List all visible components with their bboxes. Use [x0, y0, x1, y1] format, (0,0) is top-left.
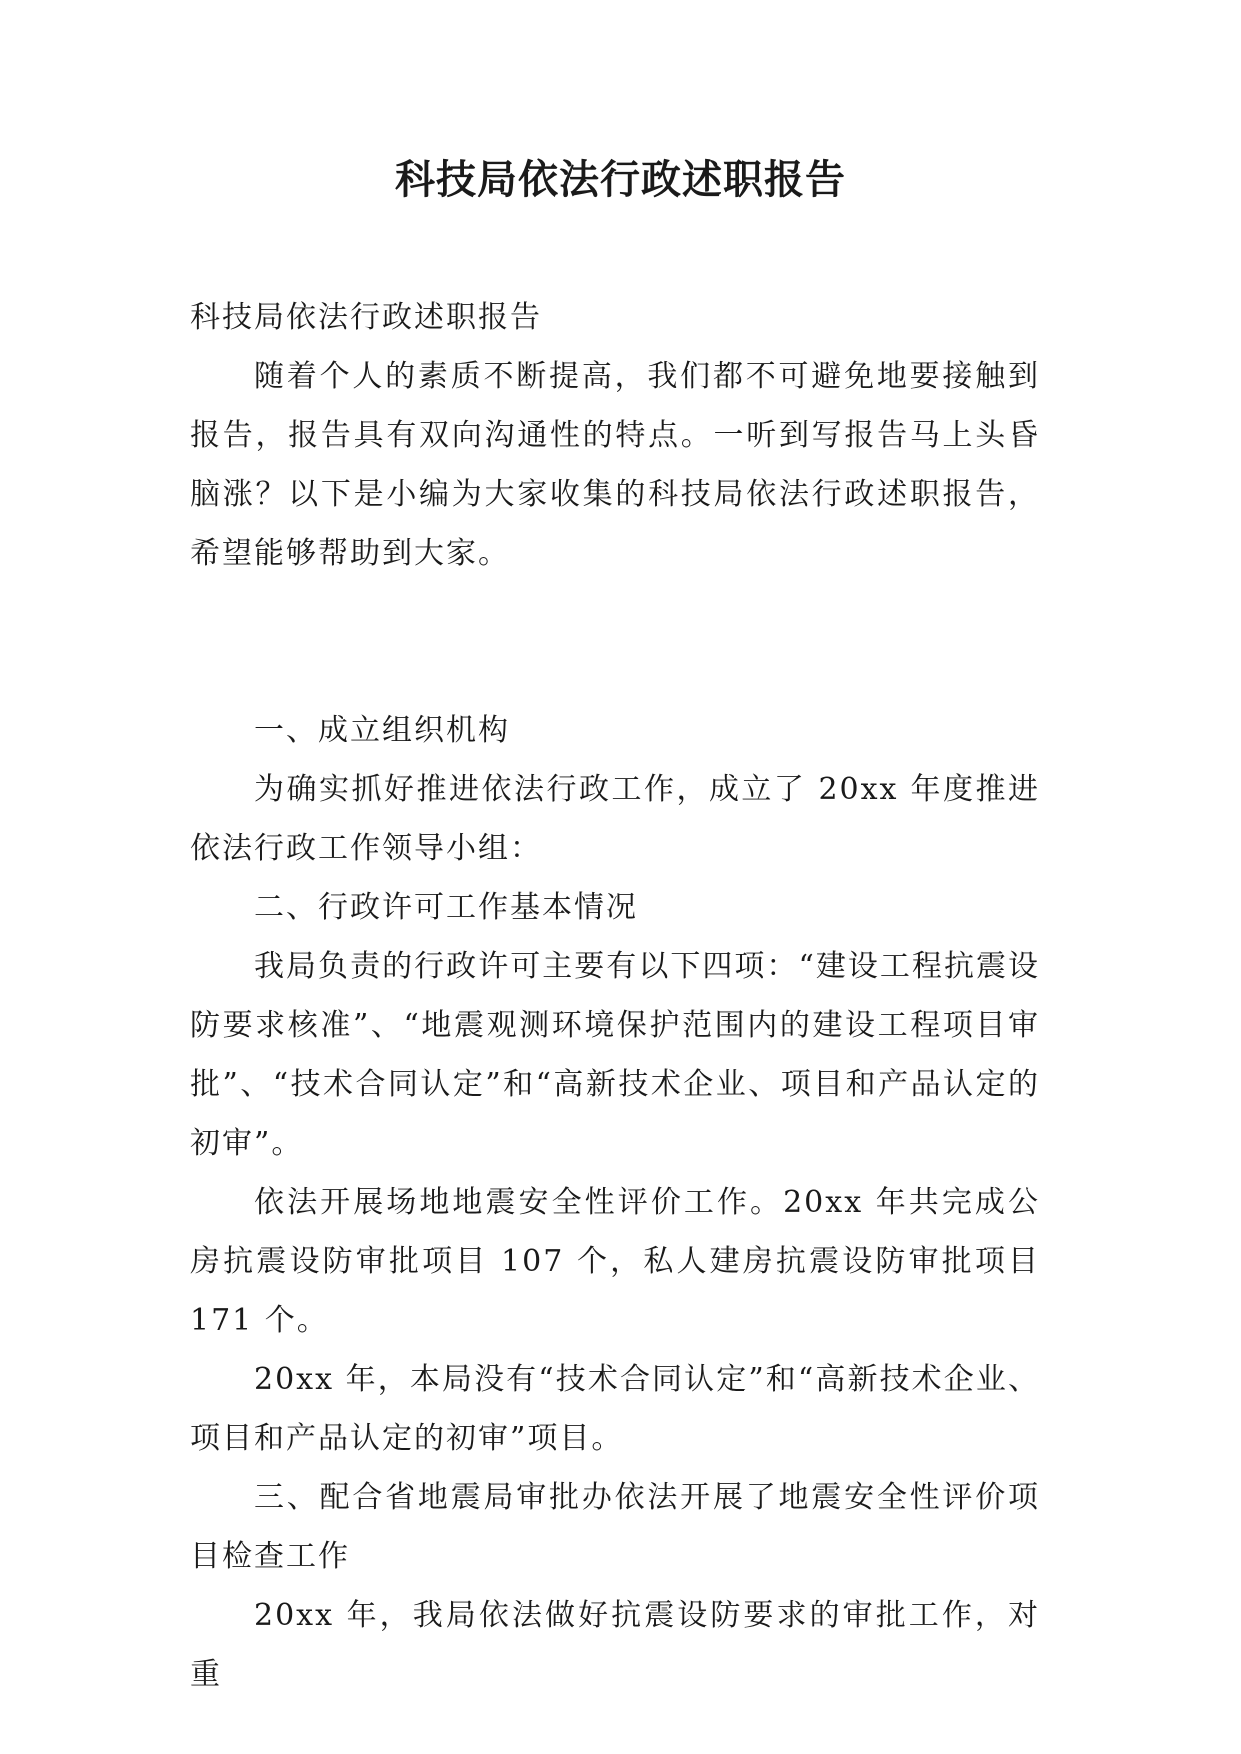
intro-paragraph: 随着个人的素质不断提高，我们都不可避免地要接触到报告，报告具有双向沟通性的特点。一听到写报告马上头昏脑涨？以下是小编为大家收集的科技局依法行政述职报告，希望能够帮助到大家。: [190, 359, 1040, 571]
section3-heading: 三、配合省地震局审批办依法开展了地震安全性评价项目检查工作: [190, 1480, 1040, 1574]
section2-paragraph-1: 我局负责的行政许可主要有以下四项：“建设工程抗震设防要求核准”、“地震观测环境保护范围内的建设工程项目审批”、“技术合同认定”和“高新技术企业、项目和产品认定的初审”。: [190, 949, 1040, 1161]
section3-paragraph-1: 20xx 年，我局依法做好抗震设防要求的审批工作，对重: [190, 1598, 1040, 1692]
document-title: 科技局依法行政述职报告: [395, 157, 846, 203]
section2-heading: 二、行政许可工作基本情况: [254, 890, 638, 925]
section1-heading: 一、成立组织机构: [254, 713, 510, 748]
document-body: [190, 288, 1040, 1704]
document-subtitle: 科技局依法行政述职报告: [190, 300, 542, 335]
section2-paragraph-2: 依法开展场地地震安全性评价工作。20xx 年共完成公房抗震设防审批项目 107 个，私人建房抗震设防审批项目 171 个。: [190, 1185, 1040, 1338]
section2-paragraph-3: 20xx 年，本局没有“技术合同认定”和“高新技术企业、项目和产品认定的初审”项目。: [190, 1362, 1040, 1456]
section1-paragraph: 为确实抓好推进依法行政工作，成立了 20xx 年度推进依法行政工作领导小组：: [190, 772, 1040, 866]
paragraph-gap: [190, 583, 1040, 701]
